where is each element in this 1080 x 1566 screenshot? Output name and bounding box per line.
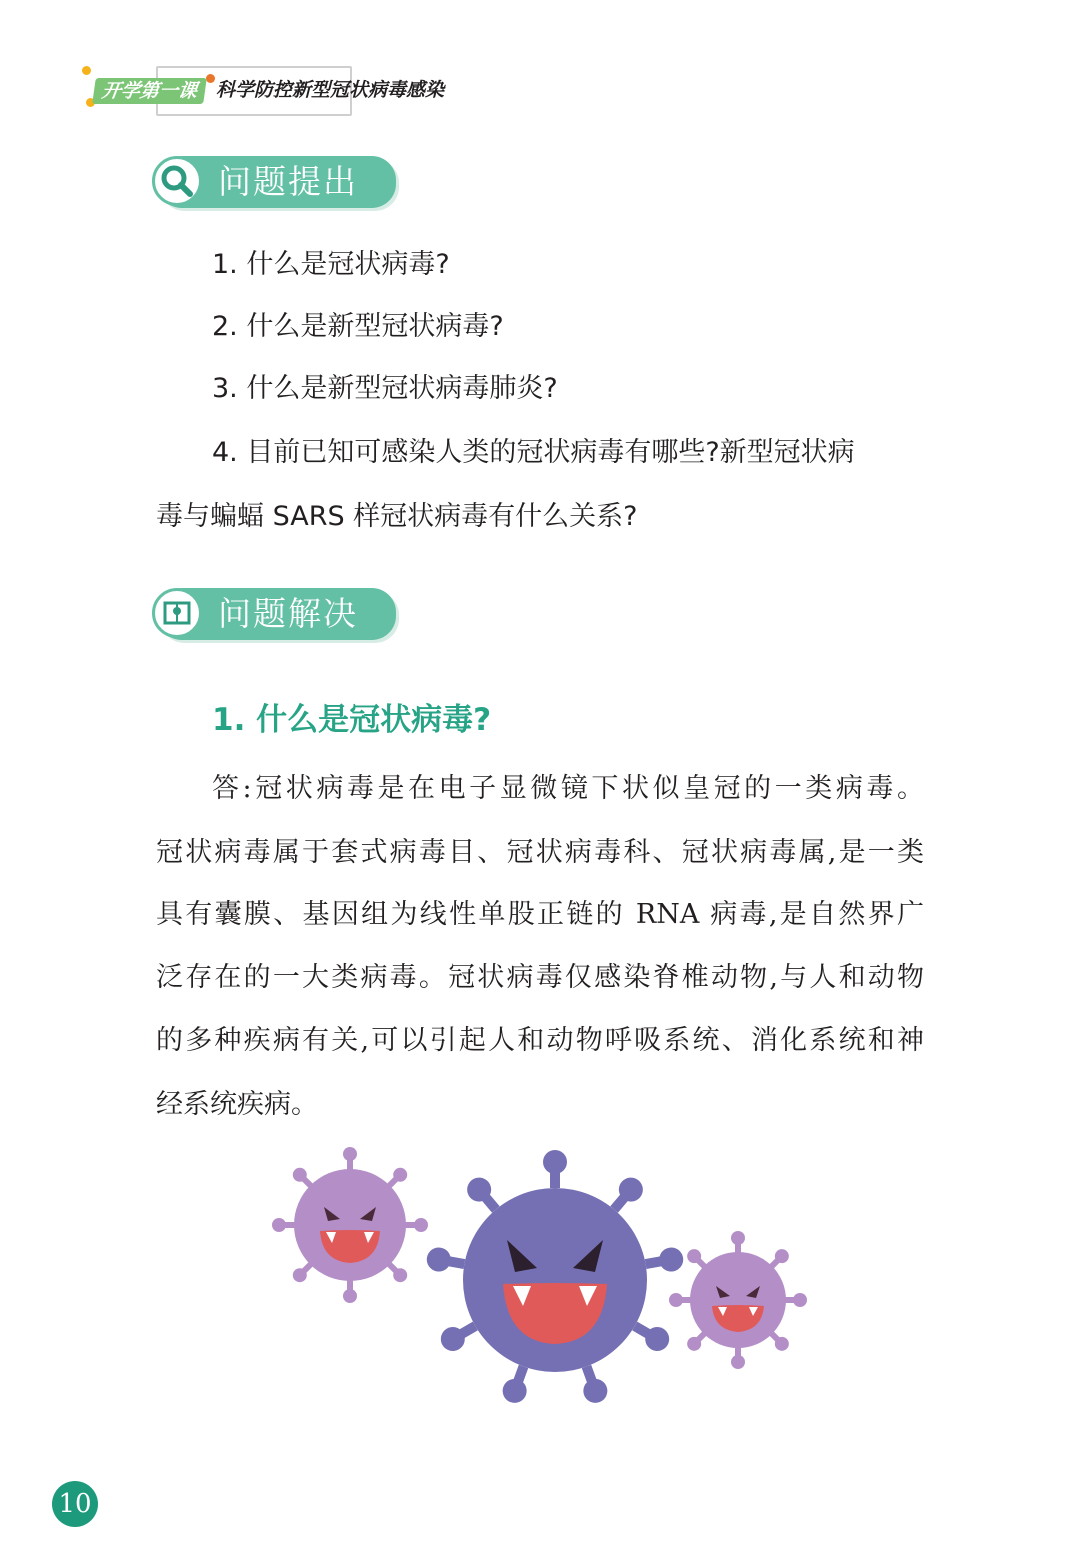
answer-line: 的多种疾病有关,可以引起人和动物呼吸系统、消化系统和神	[156, 1025, 924, 1056]
header-dot	[82, 66, 91, 75]
answer-heading: 1. 什么是冠状病毒?	[212, 702, 492, 738]
answer-line: 经系统疾病。	[156, 1089, 318, 1120]
book-icon	[152, 588, 202, 638]
answer-line: 泛存在的一大类病毒。冠状病毒仅感染脊椎动物,与人和动物	[156, 962, 924, 993]
question-3: 3. 什么是新型冠状病毒肺炎?	[212, 373, 558, 404]
question-2: 2. 什么是新型冠状病毒?	[212, 311, 504, 342]
magnifier-icon	[152, 156, 202, 206]
header-badge: 开学第一课	[92, 78, 207, 104]
virus-cartoon-icon	[260, 1140, 820, 1420]
running-header	[80, 62, 480, 118]
section-title: 问题提出	[218, 162, 358, 201]
question-4-line-2: 毒与蝙蝠 SARS 样冠状病毒有什么关系?	[156, 501, 638, 532]
page-number: 10	[52, 1481, 98, 1527]
section-banner-solutions	[152, 588, 402, 644]
section-title: 问题解决	[218, 594, 358, 633]
answer-line: 答:冠状病毒是在电子显微镜下状似皇冠的一类病毒。	[212, 773, 924, 804]
question-1: 1. 什么是冠状病毒?	[212, 249, 450, 280]
answer-line: 冠状病毒属于套式病毒目、冠状病毒科、冠状病毒属,是一类	[156, 837, 924, 868]
section-banner-questions	[152, 156, 402, 212]
header-title: 科学防控新型冠状病毒感染	[216, 79, 445, 101]
answer-line: 具有囊膜、基因组为线性单股正链的 RNA 病毒,是自然界广	[156, 899, 924, 930]
question-4-line-1: 4. 目前已知可感染人类的冠状病毒有哪些?新型冠状病	[212, 437, 855, 468]
